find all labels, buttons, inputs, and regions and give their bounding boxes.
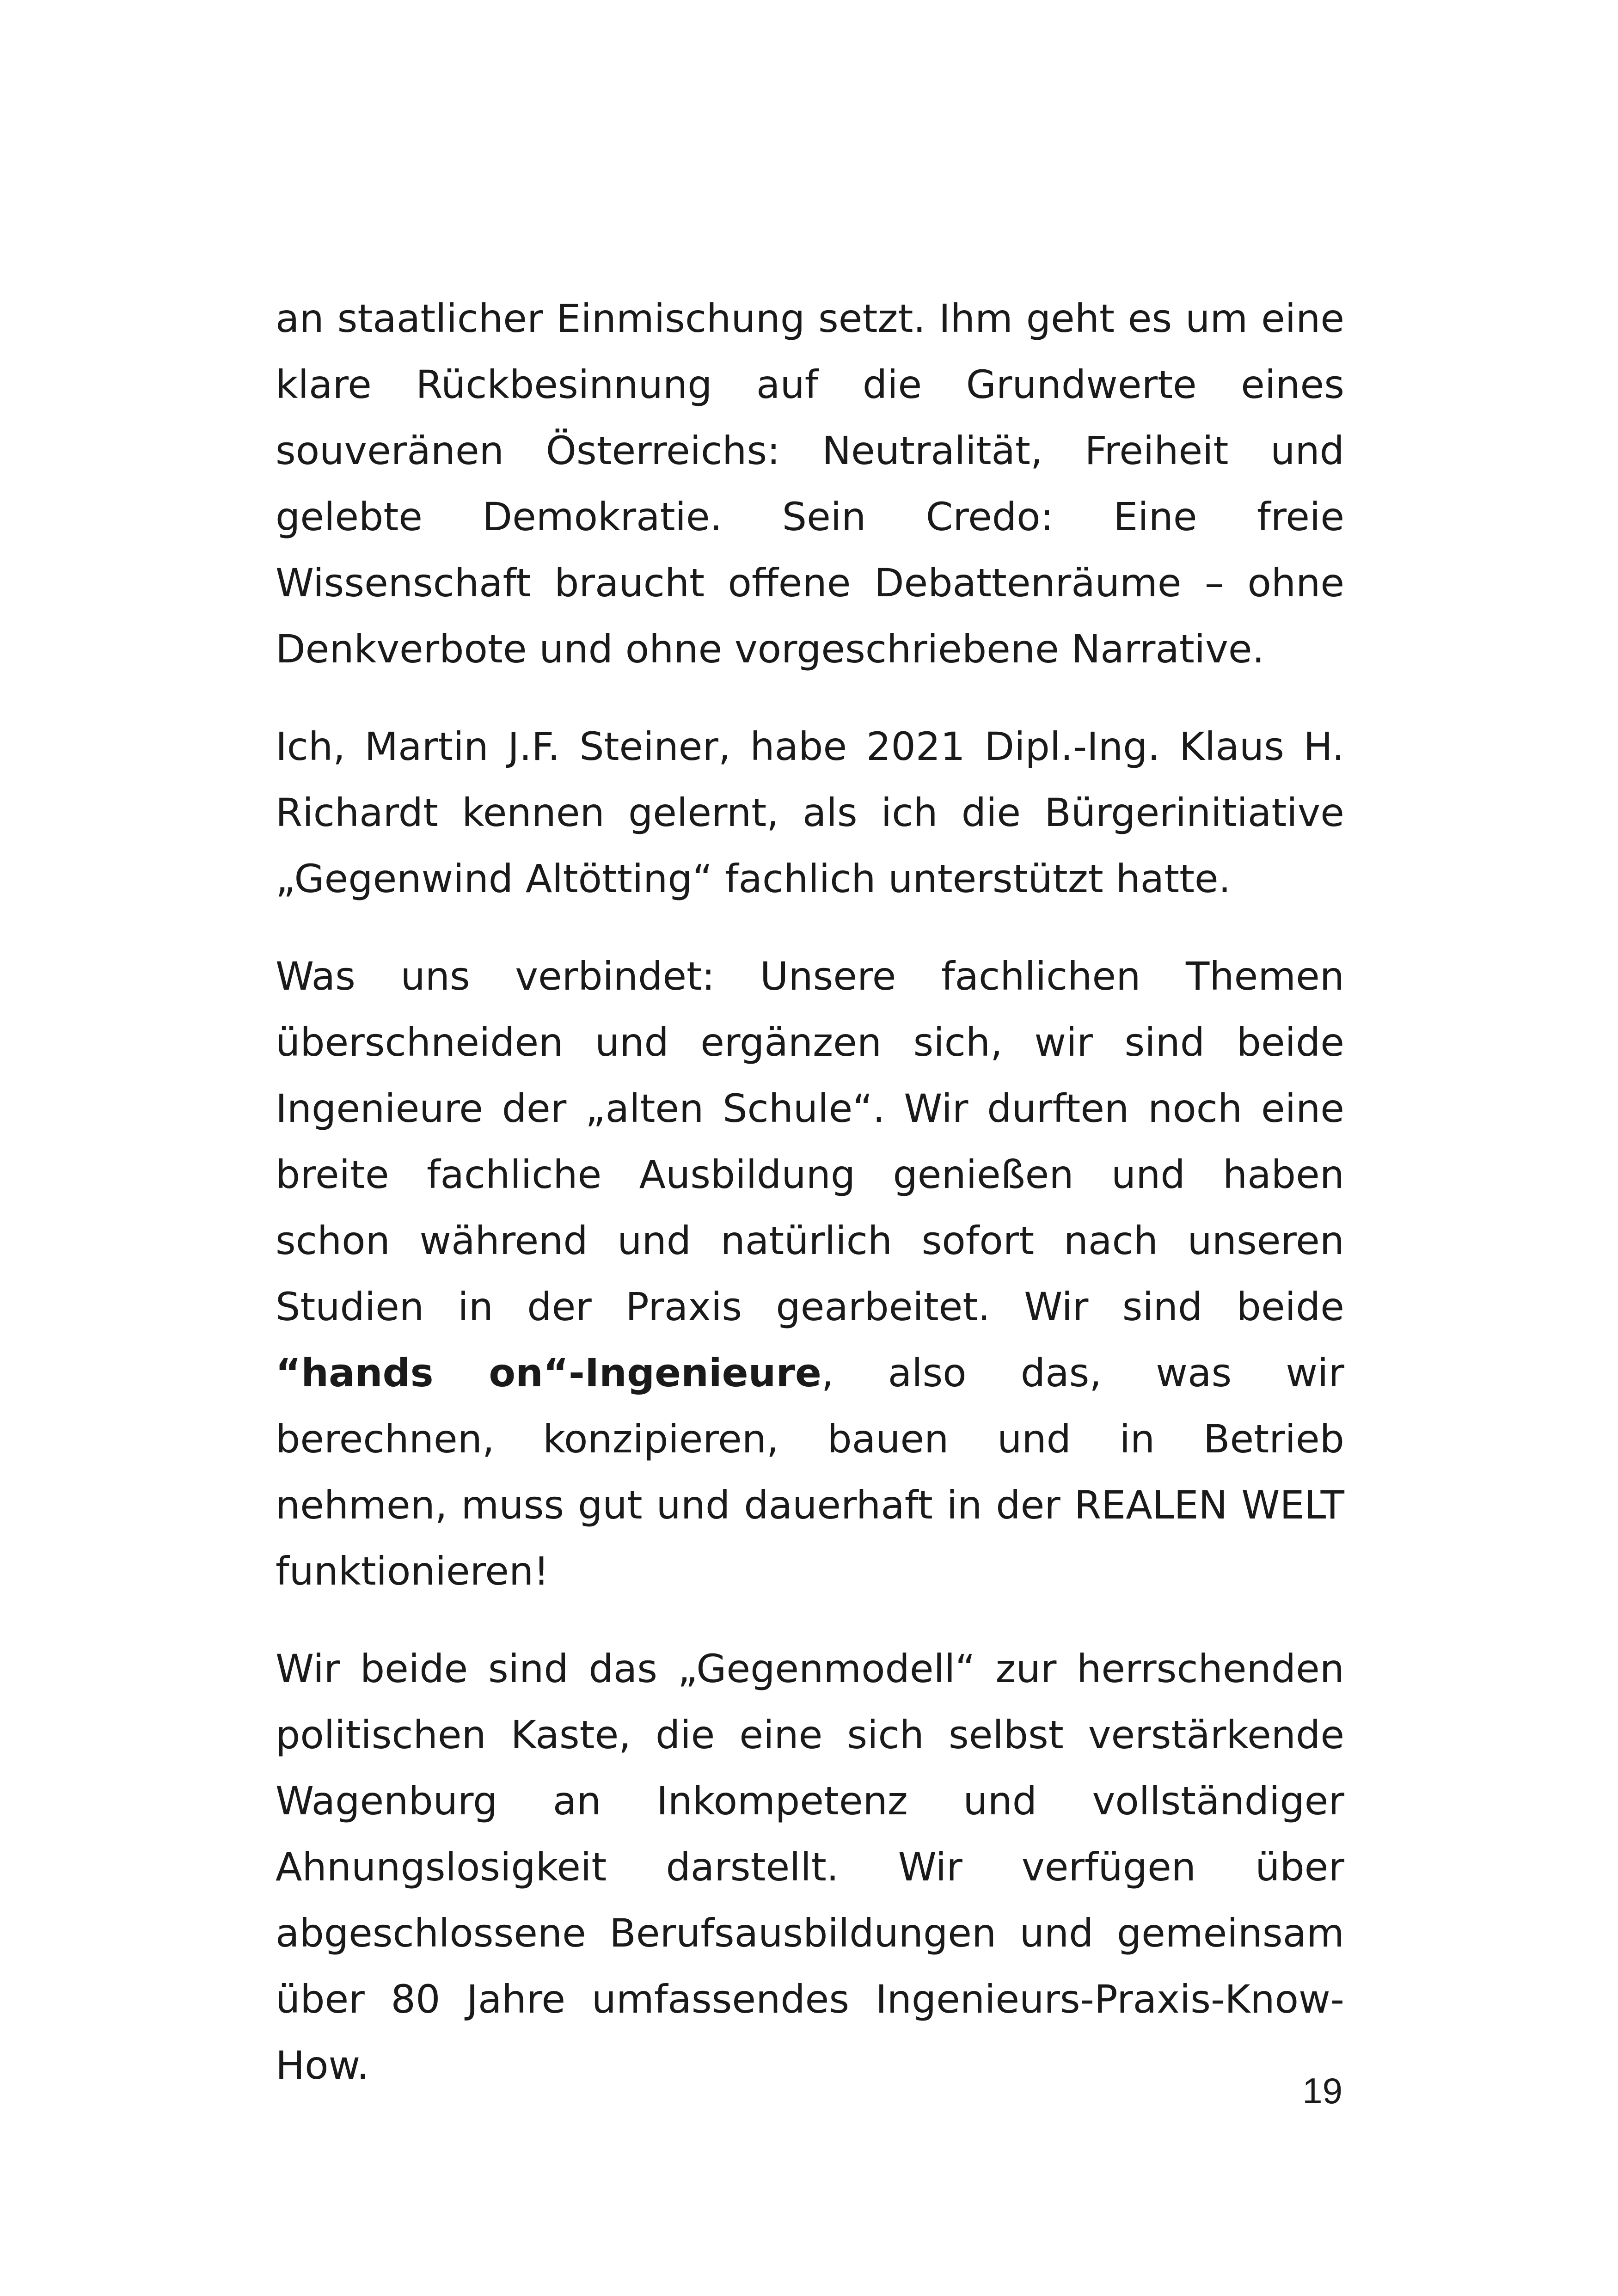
paragraph-2: Ich, Martin J.F. Steiner, habe 2021 Dipl.-Ing. Klaus H. Richardt kennen gelernt, als ich die Bürgerinitiative „Gegenwind Altötting“ fachlich unterstützt hatte. [276, 724, 1344, 901]
paragraph-4: Wir beide sind das „Gegenmodell“ zur herrschenden politischen Kaste, die eine sich selbst verstärkende Wagenburg an Inkompetenz und vollständiger Ahnungslosigkeit darstellt. Wir verfügen über abgeschlossene Berufsausbildungen und gemeinsam über 80 Jahre umfassendes Ingenieurs-Praxis-Know-How. [276, 1646, 1344, 2088]
paragraph-3-start: Was uns verbindet: Unsere fachlichen Themen überschneiden und ergänzen sich, wir sind beide Ingenieure der „alten Schule“. Wir durften noch eine breite fachliche Ausbildung genießen und haben schon während und natürlich sofort nach unseren Studien in der Praxis gearbeitet. Wir sind beide [276, 954, 1344, 1329]
paragraph-3 [276, 943, 1344, 1604]
hands-on-emphasis: “hands on“-Ingenieure [276, 1350, 821, 1396]
page-number: 19 [1302, 2070, 1342, 2111]
body-text [276, 286, 1344, 2130]
paragraph-1: an staatlicher Einmischung setzt. Ihm geht es um eine klare Rückbesinnung auf die Grundwerte eines souveränen Österreichs: Neutralität, Freiheit und gelebte Demokratie. Sein Credo: Eine freie Wissenschaft braucht offene Debattenräume – ohne Denkverbote und ohne vorgeschriebene Narrative. [276, 296, 1344, 672]
paragraph-3-end: , also das, was wir berechnen, konzipieren, bauen und in Betrieb nehmen, muss gut und dauerhaft in der REALEN WELT funktionieren! [276, 1350, 1345, 1594]
